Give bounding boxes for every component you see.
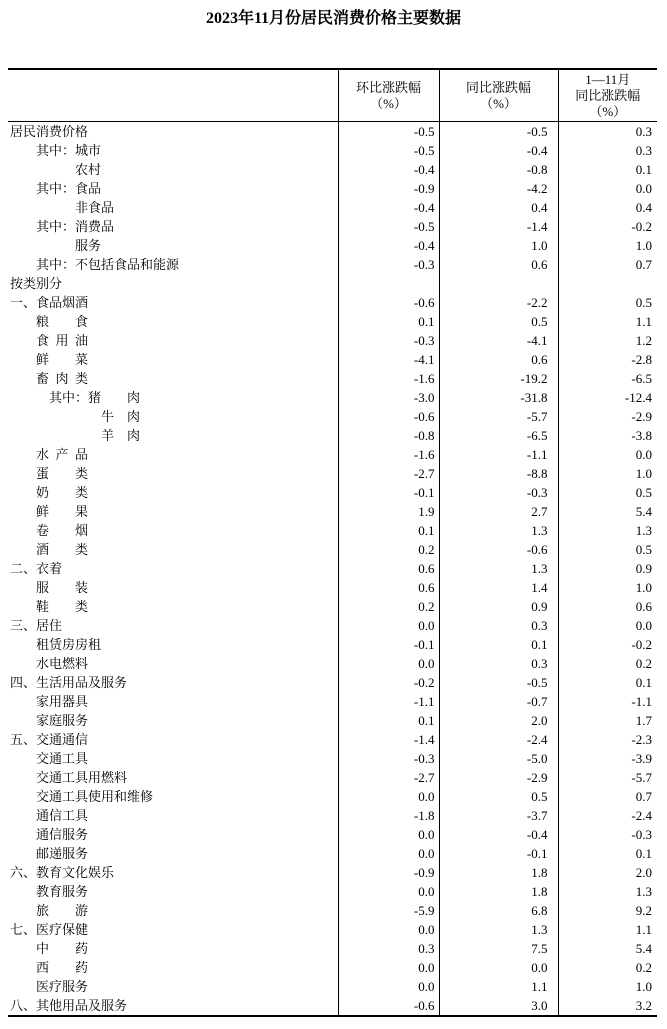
table-row	[8, 160, 657, 179]
header-ytd-period: 1—11月	[585, 71, 631, 87]
mom-value: -0.1	[338, 483, 439, 502]
mom-value: -0.3	[338, 749, 439, 768]
mom-value: 0.6	[338, 559, 439, 578]
yoy-value: -19.2	[439, 369, 558, 388]
row-label: 卷 烟	[36, 523, 89, 538]
ytd-value: 0.0	[558, 445, 657, 464]
table-row	[8, 236, 657, 255]
row-label: 其中：食品	[36, 181, 102, 196]
yoy-value: -31.8	[439, 388, 558, 407]
row-label: 畜 肉 类	[36, 371, 89, 386]
table-row	[8, 863, 657, 882]
mom-value: -1.4	[338, 730, 439, 749]
table-row	[8, 293, 657, 312]
yoy-value: -4.2	[439, 179, 558, 198]
row-label: 其中：城市	[36, 143, 102, 158]
ytd-value: 0.0	[558, 179, 657, 198]
table-row	[8, 521, 657, 540]
header-ytd-column	[558, 69, 657, 122]
table-row	[8, 825, 657, 844]
yoy-value: 1.8	[439, 882, 558, 901]
mom-value: 0.0	[338, 616, 439, 635]
yoy-value: -5.7	[439, 407, 558, 426]
mom-value: 0.6	[338, 578, 439, 597]
table-row	[8, 407, 657, 426]
ytd-value: 0.3	[558, 122, 657, 142]
mom-value: -0.6	[338, 407, 439, 426]
ytd-value: 0.0	[558, 616, 657, 635]
ytd-value: 0.9	[558, 559, 657, 578]
row-label: 奶 类	[36, 485, 89, 500]
yoy-value: 7.5	[439, 939, 558, 958]
table-row	[8, 920, 657, 939]
ytd-value: -0.2	[558, 635, 657, 654]
table-row	[8, 388, 657, 407]
yoy-value: -0.3	[439, 483, 558, 502]
yoy-value: -0.5	[439, 122, 558, 142]
mom-value: 0.0	[338, 977, 439, 996]
row-label: 通信工具	[36, 808, 89, 823]
yoy-value: -1.1	[439, 445, 558, 464]
mom-value	[338, 274, 439, 293]
mom-value: -2.7	[338, 768, 439, 787]
ytd-value: -1.1	[558, 692, 657, 711]
row-label: 服 装	[36, 580, 89, 595]
yoy-value: -0.4	[439, 825, 558, 844]
yoy-value: -0.4	[439, 141, 558, 160]
header-yoy-unit: （%）	[480, 95, 517, 111]
ytd-value: 1.1	[558, 920, 657, 939]
row-label: 鲜 菜	[36, 352, 89, 367]
ytd-value: -2.9	[558, 407, 657, 426]
header-row	[8, 69, 657, 122]
ytd-value: -5.7	[558, 768, 657, 787]
row-label: 七、医疗保健	[10, 922, 89, 937]
table-row	[8, 540, 657, 559]
row-label: 交通工具使用和维修	[36, 789, 154, 804]
ytd-value: 0.5	[558, 293, 657, 312]
yoy-value: -0.8	[439, 160, 558, 179]
ytd-value	[558, 274, 657, 293]
mom-value: -1.6	[338, 369, 439, 388]
table-row	[8, 635, 657, 654]
table-row	[8, 141, 657, 160]
mom-value: -0.8	[338, 426, 439, 445]
ytd-value: -3.8	[558, 426, 657, 445]
ytd-value: 0.1	[558, 844, 657, 863]
row-label: 邮递服务	[36, 846, 89, 861]
row-label: 羊 肉	[101, 428, 141, 443]
table-row	[8, 901, 657, 920]
yoy-value: 0.6	[439, 350, 558, 369]
table-row	[8, 711, 657, 730]
row-label: 牛 肉	[101, 409, 141, 424]
mom-value: -0.4	[338, 160, 439, 179]
ytd-value: -12.4	[558, 388, 657, 407]
yoy-value: -0.7	[439, 692, 558, 711]
ytd-value: 2.0	[558, 863, 657, 882]
row-label: 医疗服务	[36, 979, 89, 994]
mom-value: -0.2	[338, 673, 439, 692]
row-label: 服务	[75, 238, 102, 253]
mom-value: -0.3	[338, 255, 439, 274]
mom-value: -1.8	[338, 806, 439, 825]
ytd-value: 0.4	[558, 198, 657, 217]
ytd-value: 1.7	[558, 711, 657, 730]
mom-value: -4.1	[338, 350, 439, 369]
ytd-value: 1.2	[558, 331, 657, 350]
row-label: 教育服务	[36, 884, 89, 899]
table-row	[8, 977, 657, 996]
row-label: 按类别分	[10, 276, 63, 291]
table-row	[8, 597, 657, 616]
mom-value: -1.6	[338, 445, 439, 464]
mom-value: -0.4	[338, 236, 439, 255]
yoy-value: 6.8	[439, 901, 558, 920]
mom-value: 0.2	[338, 540, 439, 559]
mom-value: -0.5	[338, 122, 439, 142]
yoy-value: 0.5	[439, 312, 558, 331]
table-row	[8, 331, 657, 350]
mom-value: 0.0	[338, 958, 439, 977]
mom-value: -0.6	[338, 996, 439, 1016]
mom-value: -0.5	[338, 217, 439, 236]
yoy-value: 1.8	[439, 863, 558, 882]
yoy-value: -2.9	[439, 768, 558, 787]
table-row	[8, 768, 657, 787]
table-row	[8, 692, 657, 711]
ytd-value: 0.1	[558, 160, 657, 179]
ytd-value: -3.9	[558, 749, 657, 768]
ytd-value: 9.2	[558, 901, 657, 920]
yoy-value: -6.5	[439, 426, 558, 445]
header-mom-column	[338, 69, 439, 122]
header-mom-unit: （%）	[370, 95, 407, 111]
yoy-value: 1.4	[439, 578, 558, 597]
yoy-value: 0.4	[439, 198, 558, 217]
row-label: 鲜 果	[36, 504, 89, 519]
row-label: 六、教育文化娱乐	[10, 865, 115, 880]
ytd-value: 5.4	[558, 939, 657, 958]
row-label: 其中：不包括食品和能源	[36, 257, 180, 272]
ytd-value: 0.6	[558, 597, 657, 616]
yoy-value: 0.3	[439, 616, 558, 635]
ytd-value: -0.3	[558, 825, 657, 844]
ytd-value: -6.5	[558, 369, 657, 388]
table-row	[8, 844, 657, 863]
cpi-data-table	[8, 68, 657, 1017]
table-row	[8, 217, 657, 236]
ytd-value: 1.3	[558, 882, 657, 901]
row-label: 非食品	[75, 200, 115, 215]
ytd-value: 0.5	[558, 483, 657, 502]
row-label: 水电燃料	[36, 656, 89, 671]
ytd-value: 1.0	[558, 236, 657, 255]
mom-value: 0.0	[338, 787, 439, 806]
row-label: 旅 游	[36, 903, 89, 918]
table-row	[8, 426, 657, 445]
ytd-value: 0.7	[558, 787, 657, 806]
header-label-spacer	[8, 69, 338, 122]
yoy-value: -1.4	[439, 217, 558, 236]
row-label: 蛋 类	[36, 466, 89, 481]
header-yoy-title: 同比涨跌幅	[465, 79, 531, 95]
ytd-value: 0.7	[558, 255, 657, 274]
ytd-value: 3.2	[558, 996, 657, 1016]
mom-value: 0.0	[338, 654, 439, 673]
mom-value: 0.0	[338, 825, 439, 844]
table-row	[8, 939, 657, 958]
header-ytd-title: 同比涨跌幅	[575, 87, 641, 103]
row-label: 租赁房房租	[36, 637, 102, 652]
table-row	[8, 749, 657, 768]
row-label: 四、生活用品及服务	[10, 675, 128, 690]
yoy-value: -4.1	[439, 331, 558, 350]
header-ytd-unit: （%）	[589, 103, 627, 119]
table-row	[8, 559, 657, 578]
yoy-value: 2.7	[439, 502, 558, 521]
mom-value: -0.3	[338, 331, 439, 350]
table-row	[8, 312, 657, 331]
row-label: 五、交通通信	[10, 732, 89, 747]
table-row	[8, 730, 657, 749]
row-label: 交通工具	[36, 751, 89, 766]
yoy-value: 1.3	[439, 559, 558, 578]
ytd-value: -2.4	[558, 806, 657, 825]
table-body	[8, 122, 657, 1017]
table-row	[8, 882, 657, 901]
row-label: 农村	[75, 162, 102, 177]
yoy-value: -0.5	[439, 673, 558, 692]
yoy-value: 1.3	[439, 521, 558, 540]
mom-value: -0.4	[338, 198, 439, 217]
mom-value: 0.0	[338, 844, 439, 863]
table-row	[8, 464, 657, 483]
ytd-value: 1.0	[558, 464, 657, 483]
ytd-value: 0.5	[558, 540, 657, 559]
row-label: 家庭服务	[36, 713, 89, 728]
table-row	[8, 198, 657, 217]
row-label: 八、其他用品及服务	[10, 998, 128, 1013]
mom-value: 1.9	[338, 502, 439, 521]
ytd-value: -0.2	[558, 217, 657, 236]
table-row	[8, 578, 657, 597]
mom-value: 0.0	[338, 920, 439, 939]
yoy-value: -3.7	[439, 806, 558, 825]
yoy-value: 3.0	[439, 996, 558, 1016]
yoy-value: -2.2	[439, 293, 558, 312]
row-label: 一、食品烟酒	[10, 295, 89, 310]
ytd-value: -2.8	[558, 350, 657, 369]
row-label: 通信服务	[36, 827, 89, 842]
mom-value: -5.9	[338, 901, 439, 920]
row-label: 西 药	[36, 960, 89, 975]
header-yoy-column	[439, 69, 558, 122]
row-label: 其中：消费品	[36, 219, 115, 234]
yoy-value: 0.1	[439, 635, 558, 654]
row-label: 交通工具用燃料	[36, 770, 128, 785]
row-label: 食 用 油	[36, 333, 89, 348]
ytd-value: -2.3	[558, 730, 657, 749]
table-row	[8, 483, 657, 502]
mom-value: -0.1	[338, 635, 439, 654]
page-title: 2023年11月份居民消费价格主要数据	[205, 10, 462, 27]
table-row	[8, 673, 657, 692]
table-row	[8, 787, 657, 806]
table-row	[8, 996, 657, 1016]
mom-value: -2.7	[338, 464, 439, 483]
table-header	[8, 69, 657, 122]
mom-value: 0.1	[338, 521, 439, 540]
ytd-value: 1.3	[558, 521, 657, 540]
yoy-value: -5.0	[439, 749, 558, 768]
ytd-value: 1.1	[558, 312, 657, 331]
mom-value: -0.9	[338, 179, 439, 198]
yoy-value: 0.6	[439, 255, 558, 274]
table-row	[8, 806, 657, 825]
table-row	[8, 958, 657, 977]
row-label: 鞋 类	[36, 599, 89, 614]
ytd-value: 1.0	[558, 977, 657, 996]
mom-value: -3.0	[338, 388, 439, 407]
ytd-value: 1.0	[558, 578, 657, 597]
table-row	[8, 350, 657, 369]
mom-value: 0.1	[338, 312, 439, 331]
yoy-value: 1.3	[439, 920, 558, 939]
ytd-value: 5.4	[558, 502, 657, 521]
row-label: 水 产 品	[36, 447, 89, 462]
table-row	[8, 654, 657, 673]
table-row	[8, 502, 657, 521]
table-row	[8, 369, 657, 388]
row-label: 粮 食	[36, 314, 89, 329]
mom-value: -0.9	[338, 863, 439, 882]
yoy-value	[439, 274, 558, 293]
table-row	[8, 255, 657, 274]
row-label: 三、居住	[10, 618, 63, 633]
table-row	[8, 274, 657, 293]
yoy-value: 0.9	[439, 597, 558, 616]
table-row	[8, 616, 657, 635]
mom-value: -0.5	[338, 141, 439, 160]
yoy-value: 0.5	[439, 787, 558, 806]
ytd-value: 0.2	[558, 958, 657, 977]
table-row	[8, 122, 657, 142]
row-label: 酒 类	[36, 542, 89, 557]
ytd-value: 0.3	[558, 141, 657, 160]
row-label: 居民消费价格	[10, 124, 89, 139]
ytd-value: 0.1	[558, 673, 657, 692]
row-label: 家用器具	[36, 694, 89, 709]
row-label: 中 药	[36, 941, 89, 956]
mom-value: -1.1	[338, 692, 439, 711]
mom-value: 0.0	[338, 882, 439, 901]
row-label: 其中：猪 肉	[49, 390, 141, 405]
table-row	[8, 179, 657, 198]
mom-value: -0.6	[338, 293, 439, 312]
yoy-value: -0.6	[439, 540, 558, 559]
yoy-value: -2.4	[439, 730, 558, 749]
yoy-value: 0.0	[439, 958, 558, 977]
yoy-value: 1.0	[439, 236, 558, 255]
mom-value: 0.3	[338, 939, 439, 958]
yoy-value: 2.0	[439, 711, 558, 730]
ytd-value: 0.2	[558, 654, 657, 673]
table-row	[8, 445, 657, 464]
mom-value: 0.1	[338, 711, 439, 730]
yoy-value: 1.1	[439, 977, 558, 996]
header-mom-title: 环比涨跌幅	[355, 79, 421, 95]
row-label: 二、衣着	[10, 561, 63, 576]
yoy-value: -0.1	[439, 844, 558, 863]
yoy-value: 0.3	[439, 654, 558, 673]
yoy-value: -8.8	[439, 464, 558, 483]
mom-value: 0.2	[338, 597, 439, 616]
